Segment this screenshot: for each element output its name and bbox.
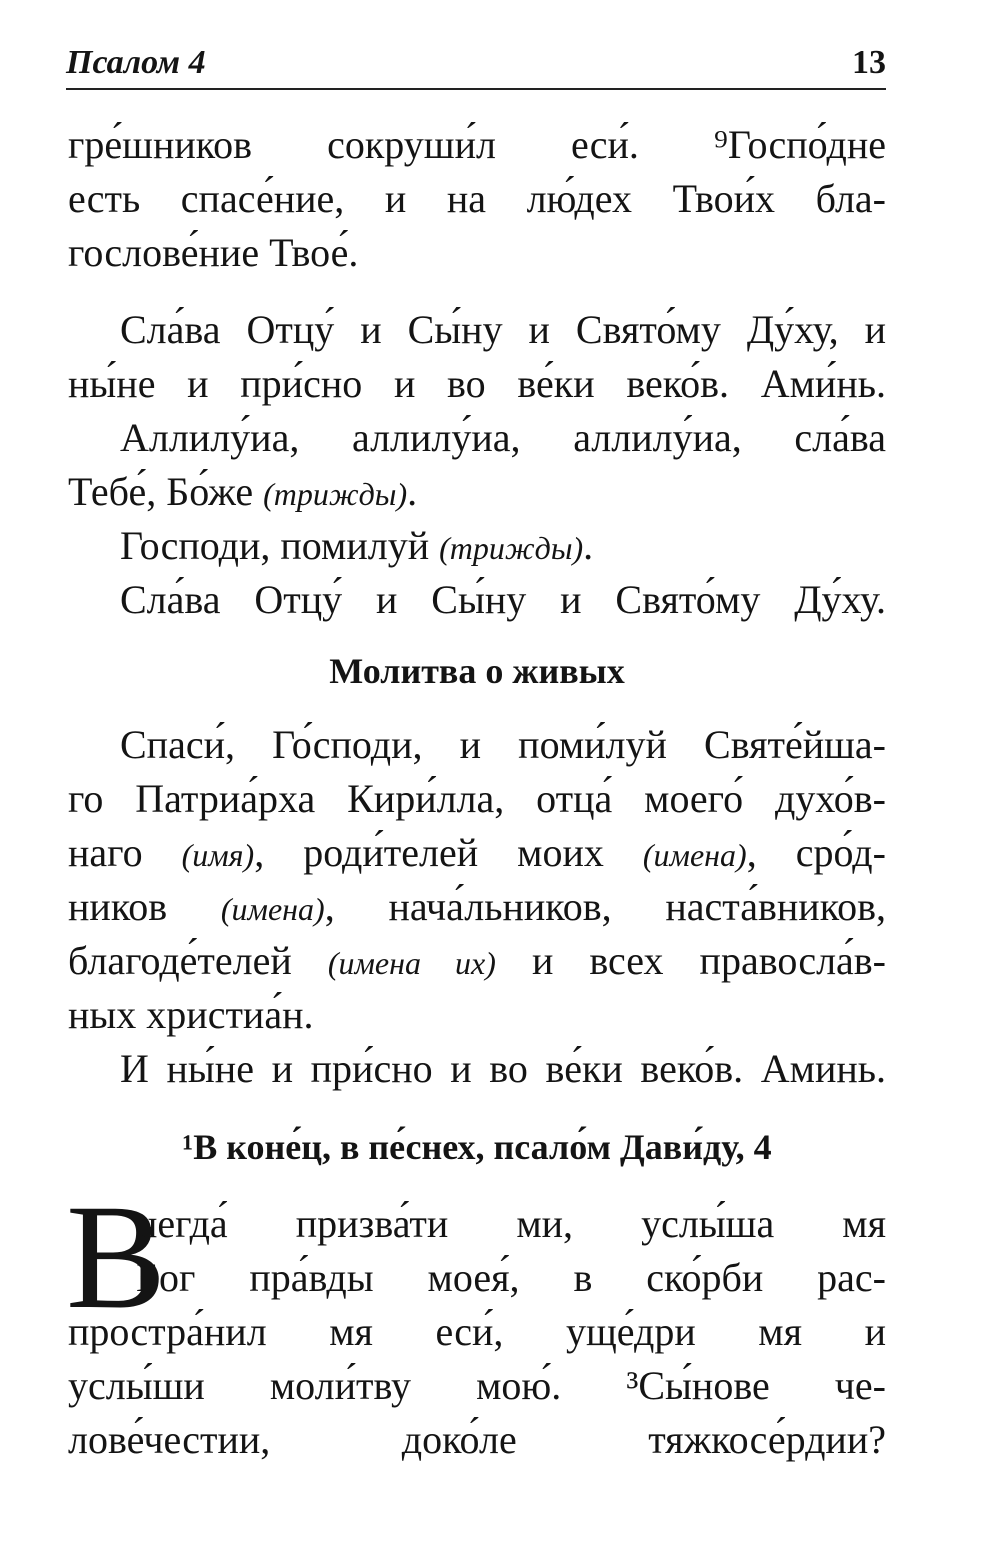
italic-note: (имена) [220, 891, 325, 927]
text-segment: . [407, 469, 418, 514]
italic-note: (трижды) [439, 530, 584, 566]
text-line [68, 1042, 886, 1096]
text-line [68, 826, 886, 880]
text-segment: негда́ призва́ти ми, услы́ша мя [136, 1201, 886, 1246]
text-segment: Бог пра́вды моея́, в ско́рби рас- [136, 1255, 886, 1300]
page-number: 13 [852, 44, 886, 81]
text-segment: Тебе́, Бо́же [68, 469, 264, 514]
prayer-paragraph [68, 718, 886, 1096]
text-line [68, 1359, 886, 1413]
text-segment: ных христиа́н. [68, 992, 314, 1037]
prayer-heading: Молитва о живых [329, 651, 625, 691]
text-segment: , нача́льников, наста́вников, [324, 884, 886, 929]
psalm-paragraph [68, 1197, 886, 1467]
text-line [68, 226, 886, 280]
text-line [68, 1251, 886, 1305]
text-segment: Господи, помилуй [120, 523, 440, 568]
text-segment: наго [68, 830, 182, 875]
drop-cap: В [66, 1174, 167, 1340]
text-segment: и всех правосла́в- [495, 938, 887, 983]
text-segment: ны́не и при́сно и во ве́ки веко́в. Ами́нь. [68, 361, 886, 406]
running-header [66, 40, 886, 90]
running-title: Псалом 4 [66, 44, 206, 81]
text-line [68, 934, 886, 988]
text-segment: Сла́ва Отцу́ и Сы́ну и Свято́му Ду́ху. [120, 577, 886, 622]
text-segment: го Патриа́рха Кири́лла, отца́ моего́ духо́в- [68, 776, 886, 821]
text-line [68, 988, 886, 1042]
doxology-paragraph [68, 303, 886, 627]
text-line [68, 519, 886, 573]
text-segment: , сро́д- [746, 830, 886, 875]
text-segment: гре́шников сокруши́л еси́. ⁹Госпо́дне [68, 122, 886, 167]
text-line [68, 1197, 886, 1251]
text-line [68, 357, 886, 411]
text-line [68, 118, 886, 172]
verse-end-paragraph [68, 118, 886, 280]
text-segment: гослове́ние Твое́. [68, 230, 359, 275]
psalm-heading: ¹В коне́ц, в пе́снех, псало́м Дави́ду, 4 [182, 1127, 772, 1167]
text-segment: , роди́телей моих [254, 830, 643, 875]
text-segment: Сла́ва Отцу́ и Сы́ну и Свято́му Ду́ху, и [120, 307, 886, 352]
text-segment: лове́честии, доко́ле тяжкосе́рдии? [68, 1417, 886, 1462]
text-line [68, 880, 886, 934]
italic-note: (трижды) [263, 476, 408, 512]
text-line [68, 1305, 886, 1359]
text-segment: благоде́телей [68, 938, 328, 983]
text-segment: Аллилу́иа, аллилу́иа, аллилу́иа, сла́ва [120, 415, 886, 460]
text-segment: ников [68, 884, 221, 929]
text-segment: И ны́не и при́сно и во ве́ки веко́в. Аминь. [120, 1046, 886, 1091]
text-line [68, 1413, 886, 1467]
text-segment: услы́ши моли́тву мою́. ³Сы́нове че- [68, 1363, 886, 1408]
text-line [68, 718, 886, 772]
text-line [68, 573, 886, 627]
text-segment: есть спасе́ние, и на лю́дех Твои́х бла- [68, 176, 886, 221]
italic-note: (имена) [642, 837, 747, 873]
text-line [68, 411, 886, 465]
text-segment: Спаси́, Го́споди, и поми́луй Святе́йша- [120, 722, 886, 767]
text-line [68, 172, 886, 226]
italic-note: (имя) [181, 837, 255, 873]
italic-note: (имена их) [327, 945, 496, 981]
text-line [68, 772, 886, 826]
text-line [68, 303, 886, 357]
text-segment: простра́нил мя еси́, уще́дри мя и [68, 1309, 886, 1354]
text-segment: . [583, 523, 594, 568]
text-line [68, 465, 886, 519]
